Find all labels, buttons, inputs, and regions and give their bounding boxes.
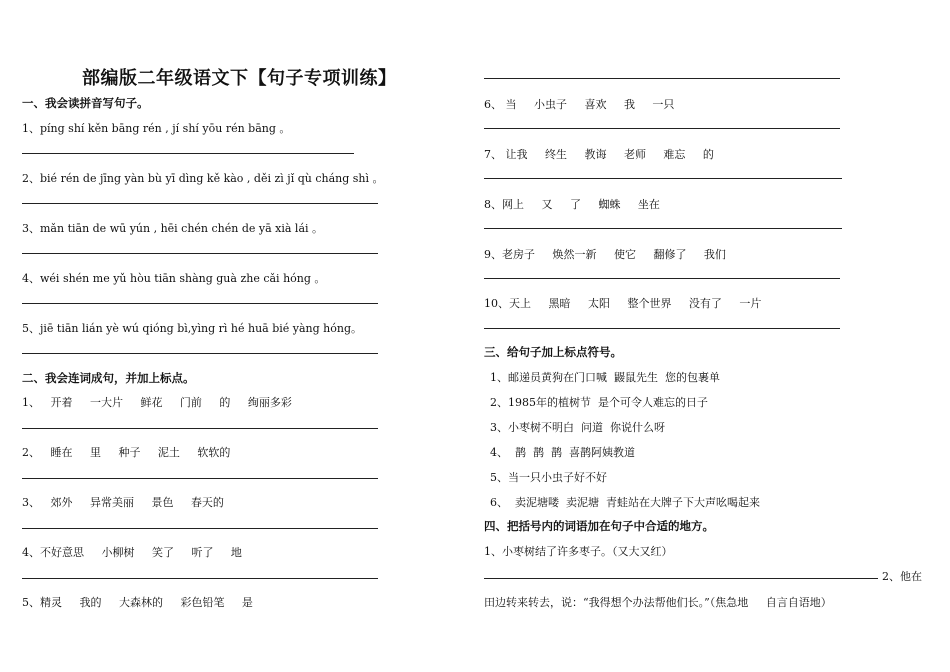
answer-line: [22, 153, 354, 154]
s1-item-4: 4、wéi shén me yǔ hòu tiān shàng guà zhe cǎi hóng 。: [22, 272, 326, 285]
s1-item-3: 3、mǎn tiān de wū yún , hēi chén chén de yā xià lái 。: [22, 222, 324, 235]
s1-item-1: 1、píng shí kěn bāng rén , jí shí yōu rén bāng 。: [22, 122, 291, 135]
s3-item-4: 4、 鹊 鹊 鹊 喜鹊阿姨教道: [490, 446, 635, 459]
s2-item-2: 2、 睡在 里 种子 泥土 软软的: [22, 446, 231, 459]
s2-item-1: 1、 开着 一大片 鲜花 门前 的 绚丽多彩: [22, 396, 292, 409]
s4-item-2-cont: 田边转来转去，说：“我得想个办法帮他们长。”（焦急地 自言自语地）: [484, 596, 832, 609]
answer-line: [484, 128, 840, 129]
s2-item-10: 10、天上 黑暗 太阳 整个世界 没有了 一片: [484, 297, 762, 310]
answer-line: [22, 578, 378, 579]
answer-line: [22, 303, 378, 304]
s4-item-2-start: 2、他在: [882, 570, 922, 583]
answer-line: [484, 228, 842, 229]
s1-item-2: 2、bié rén de jīng yàn bù yī dìng kě kào , děi zì jǐ qù cháng shì 。: [22, 172, 384, 185]
s3-item-3: 3、小枣树不明白 问道 你说什么呀: [490, 421, 665, 434]
page-title: 部编版二年级语文下【句子专项训练】: [82, 68, 397, 89]
s3-item-5: 5、当一只小虫子好不好: [490, 471, 607, 484]
section1-heading: 一、我会读拼音写句子。: [22, 96, 149, 110]
answer-line: [484, 78, 840, 79]
answer-line: [22, 203, 378, 204]
answer-line: [22, 528, 378, 529]
answer-line: [484, 178, 842, 179]
section3-heading: 三、给句子加上标点符号。: [484, 345, 622, 359]
s3-item-6: 6、 卖泥塘喽 卖泥塘 青蛙站在大牌子下大声吆喝起来: [490, 496, 760, 509]
answer-line: [484, 328, 840, 329]
s2-item-8: 8、网上 又 了 蜘蛛 坐在: [484, 198, 660, 211]
section4-heading: 四、把括号内的词语加在句子中合适的地方。: [484, 519, 714, 533]
s1-item-5: 5、jiē tiān lián yè wú qióng bì,yìng rì hé huā bié yàng hóng。: [22, 322, 363, 335]
answer-line: [22, 428, 378, 429]
s2-item-7: 7、 让我 终生 教诲 老师 难忘 的: [484, 148, 714, 161]
s4-item-1: 1、小枣树结了许多枣子。（又大又红）: [484, 545, 673, 558]
answer-line: [22, 478, 378, 479]
s3-item-1: 1、邮递员黄狗在门口喊 鼹鼠先生 您的包裹单: [490, 371, 720, 384]
s2-item-6: 6、 当 小虫子 喜欢 我 一只: [484, 98, 675, 111]
s2-item-3: 3、 郊外 异常美丽 景色 春天的: [22, 496, 224, 509]
answer-line: [484, 278, 840, 279]
section2-heading: 二、我会连词成句，并加上标点。: [22, 371, 195, 385]
answer-line: [484, 578, 878, 579]
s3-item-2: 2、1985年的植树节 是个可令人难忘的日子: [490, 396, 708, 409]
answer-line: [22, 253, 378, 254]
s2-item-9: 9、老房子 焕然一新 使它 翻修了 我们: [484, 248, 726, 261]
s2-item-5: 5、精灵 我的 大森林的 彩色铅笔 是: [22, 596, 253, 609]
s2-item-4: 4、不好意思 小柳树 笑了 听了 地: [22, 546, 242, 559]
answer-line: [22, 353, 378, 354]
